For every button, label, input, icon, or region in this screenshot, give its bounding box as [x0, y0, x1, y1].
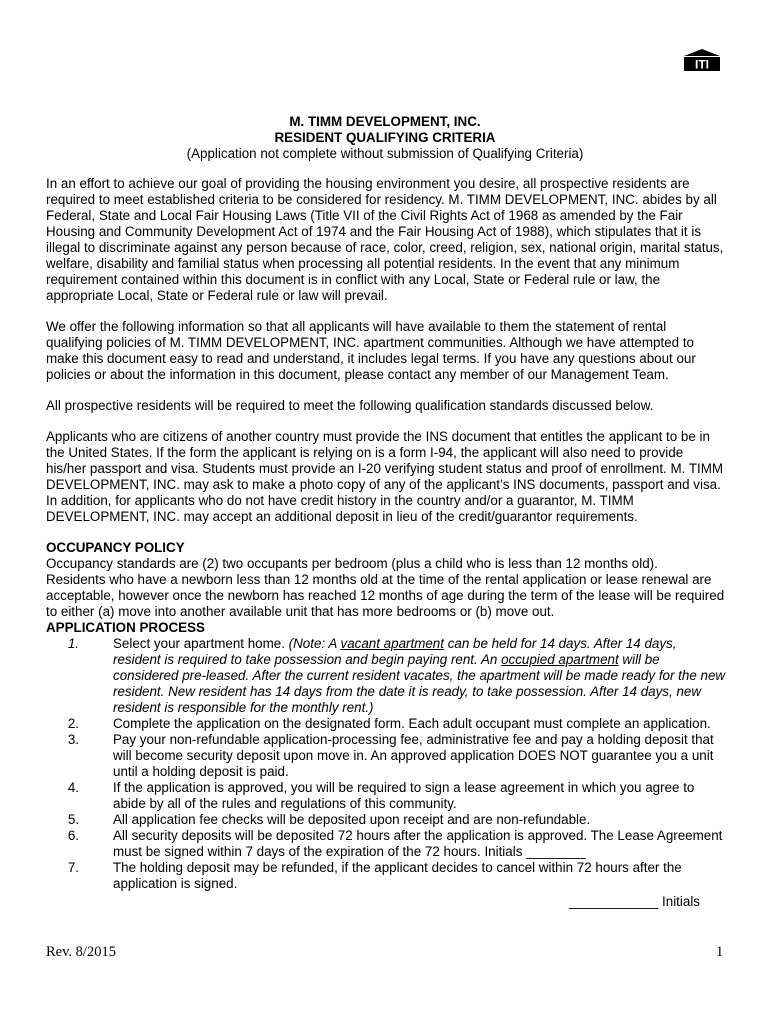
step-number: 4.	[67, 780, 79, 795]
step-number: 3.	[67, 732, 79, 747]
step-number: 1.	[67, 636, 79, 651]
application-steps	[46, 636, 726, 892]
policy-paragraph: We offer the following information so that all applicants will have available to them the statement of rental qualifying policies of M. TIMM DEVELOPMENT, INC. apartment communities. Although we have attempted to make this document easy to read and understand, it includes legal terms. If you have any questions about our policies or about the information in this document, please contact any member of our Management Team.	[46, 319, 696, 382]
step-text: All application fee checks will be deposited upon receipt and are non-refundable.	[113, 812, 591, 827]
document-header	[0, 114, 770, 162]
application-step-1	[46, 636, 726, 716]
application-step-2	[46, 716, 726, 732]
standards-paragraph: All prospective residents will be required to meet the following qualification standards discussed below.	[46, 398, 654, 413]
company-logo	[680, 48, 724, 72]
step-1-note-b: can be held for 14 days. After 14 days, resident is required to take possession and begin paying rent. An	[113, 636, 677, 667]
revision-label: Rev. 8/2015	[46, 944, 116, 960]
step-number: 5.	[67, 812, 79, 827]
logo-text: ITI	[695, 57, 709, 72]
initials-field[interactable]: ____________ Initials	[568, 894, 700, 909]
step-1-lead: Select your apartment home.	[113, 636, 289, 651]
application-step-5	[46, 812, 726, 828]
step-number: 6.	[67, 828, 79, 843]
occupied-apartment-term: occupied apartment	[501, 652, 619, 667]
document-subtitle: (Application not complete without submission of Qualifying Criteria)	[186, 146, 584, 161]
foreign-applicants-paragraph: Applicants who are citizens of another country must provide the INS document that entitles the applicant to be in the United States. If the form the applicant is relying on is a form I-94, the applicant will also need to provide his/her passport and visa. Students must provide an I-20 verifying student status and proof of enrollment. M. TIMM DEVELOPMENT, INC. may ask to make a photo copy of any of the applicant’s INS documents, passport and visa. In addition, for applicants who do not have credit history in the country and/or a guarantor, M. TIMM DEVELOPMENT, INC. may accept an additional deposit in lieu of the credit/guarantor requirements.	[46, 429, 724, 524]
application-step-4	[46, 780, 726, 812]
step-text: All security deposits will be deposited 72 hours after the application is approved. The Lease Agreement must be signed within 7 days of the expiration of the 72 hours. Initials ________	[113, 828, 723, 859]
document-title: RESIDENT QUALIFYING CRITERIA	[274, 130, 496, 145]
page-number: 1	[716, 944, 724, 960]
document-body	[46, 176, 726, 910]
step-text: The holding deposit may be refunded, if the applicant decides to cancel within 72 hours after the application is signed.	[113, 860, 682, 891]
step-1-note-c: will be considered pre-leased. After the current resident vacates, the apartment will be made ready for the new resident. New resident has 14 days from the date it is ready, to take possession. After 14 days, new resident is responsible for the monthly rent.)	[113, 652, 726, 715]
occupancy-heading: OCCUPANCY POLICY	[46, 540, 185, 555]
application-step-7	[46, 860, 726, 892]
vacant-apartment-term: vacant apartment	[340, 636, 444, 651]
application-heading: APPLICATION PROCESS	[46, 620, 205, 635]
step-text: If the application is approved, you will be required to sign a lease agreement in which you agree to abide by all of the rules and regulations of this community.	[113, 780, 695, 811]
step-text: Pay your non-refundable application-processing fee, administrative fee and pay a holding deposit that will become security deposit upon move in. An approved application DOES NOT guarantee you a unit until a holding deposit is paid.	[113, 732, 714, 779]
step-1-note-a: (Note: A	[288, 636, 341, 651]
application-step-6	[46, 828, 726, 860]
step-number: 2.	[67, 716, 79, 731]
occupancy-line-1: Occupancy standards are (2) two occupants per bedroom (plus a child who is less than 12 months old).	[46, 556, 658, 571]
intro-paragraph: In an effort to achieve our goal of providing the housing environment you desire, all prospective residents are required to meet established criteria to be considered for residency. M. TIMM DEVELOPMENT, INC. abides by all Federal, State and Local Fair Housing Laws (Title VII of the Civil Rights Act of 1968 as amended by the Fair Housing and Community Development Act of 1974 and the Fair Housing Act of 1988), which stipulates that it is illegal to discriminate against any person because of race, color, creed, religion, sex, national origin, marital status, welfare, disability and familial status when processing all potential residents. In the event that any minimum requirement contained within this document is in conflict with any Local, State or Federal rule or law, the appropriate Local, State or Federal rule or law will prevail.	[46, 176, 724, 303]
application-step-3	[46, 732, 726, 780]
occupancy-line-2: Residents who have a newborn less than 12 months old at the time of the rental application or lease renewal are acceptable, however once the newborn has reached 12 months of age during the term of the lease will be required to either (a) move into another available unit that has more bedrooms or (b) move out.	[46, 572, 725, 619]
step-number: 7.	[67, 860, 79, 875]
company-name: M. TIMM DEVELOPMENT, INC.	[289, 114, 481, 129]
step-text: Complete the application on the designated form. Each adult occupant must complete an application.	[113, 716, 711, 731]
